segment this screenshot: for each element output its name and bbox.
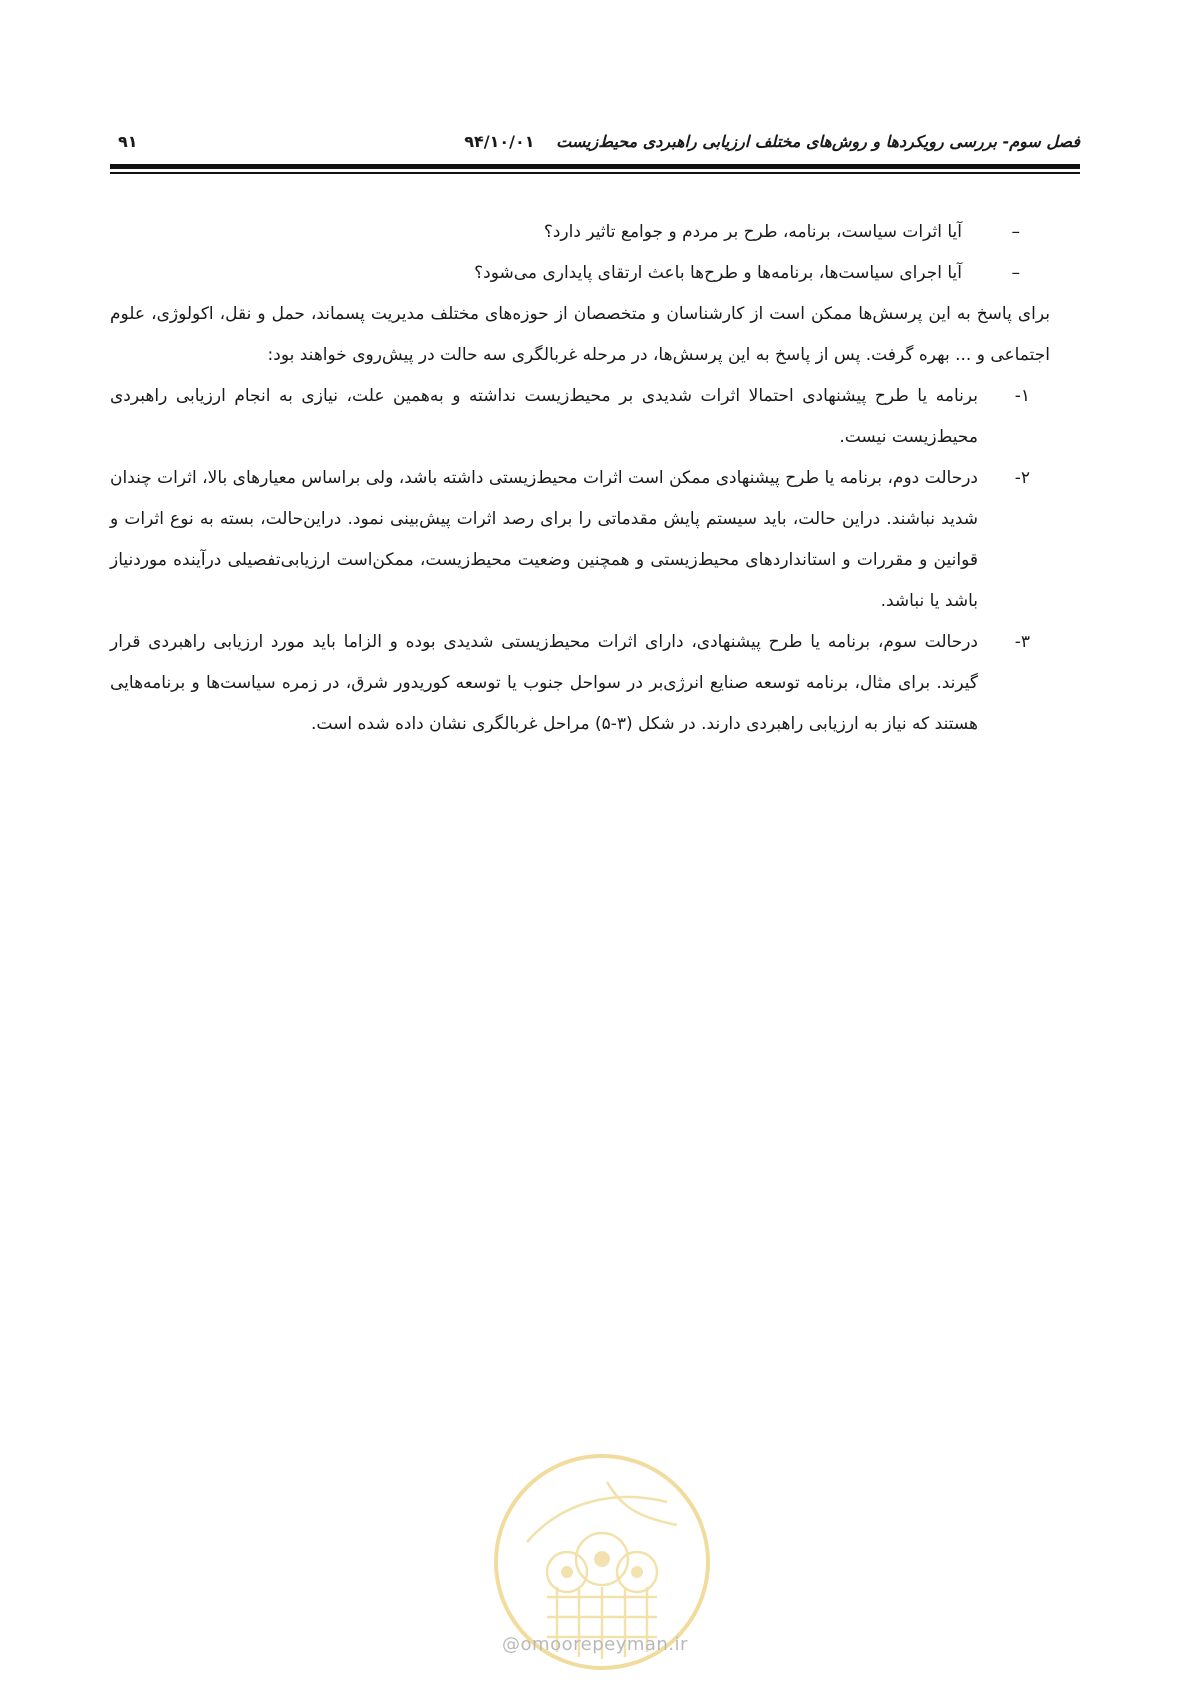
running-header bbox=[464, 132, 1080, 151]
numbered-item-text: برنامه یا طرح پیشنهادی احتمالا اثرات شدیدی بر محیط‌زیست نداشته و به‌همین علت، نیازی به انجام ارزیابی راهبردی محیط‌زیست نیست. bbox=[110, 386, 978, 447]
dash-list-item bbox=[110, 212, 1080, 253]
item-number: ۲- bbox=[1014, 468, 1030, 488]
dash-list-item bbox=[110, 253, 1080, 294]
page-header bbox=[110, 128, 1080, 156]
dash-item-text: آیا اجرای سیاست‌ها، برنامه‌ها و طرح‌ها باعث ارتقای پایداری می‌شود؟ bbox=[474, 263, 962, 283]
page-body bbox=[110, 212, 1080, 745]
dash-item-text: آیا اثرات سیاست، برنامه، طرح بر مردم و جوامع تاثیر دارد؟ bbox=[543, 222, 962, 242]
header-date: ۹۴/۱۰/۰۱ bbox=[464, 132, 535, 151]
numbered-item-text: درحالت سوم، برنامه یا طرح پیشنهادی، دارای اثرات محیط‌زیستی شدیدی بوده و الزاما باید مورد ارزیابی راهبردی قرار گیرند. برای مثال، برنامه توسعه صنایع انرژی‌بر در سواحل جنوب یا توسعه کوریدور شرق، در زمره سیاست‌ها و برنامه‌هایی هستند که نیاز به ارزیابی راهبردی دارند. در شکل (۳-۵) مراحل غربالگری نشان داده شده است. bbox=[110, 632, 978, 734]
watermark-caption: @omoorepeyman.ir bbox=[502, 1634, 688, 1655]
dash-bullet: – bbox=[1011, 263, 1020, 283]
header-rule-thick bbox=[110, 164, 1080, 169]
item-number: ۳- bbox=[1014, 632, 1030, 652]
numbered-list-item bbox=[110, 458, 1080, 622]
intro-paragraph: برای پاسخ به این پرسش‌ها ممکن است از کارشناسان و متخصصان از حوزه‌های مختلف مدیریت پسماند، حمل و نقل، اکولوژی، علوم اجتماعی و ... بهره گرفت. پس از پاسخ به این پرسش‌ها، در مرحله غربالگری سه حالت در پیش‌روی خواهند بود: bbox=[110, 304, 1050, 365]
numbered-list-item bbox=[110, 622, 1080, 745]
numbered-list-item bbox=[110, 376, 1080, 458]
header-rule-thin bbox=[110, 172, 1080, 174]
page-number: ۹۱ bbox=[118, 132, 138, 151]
dash-bullet: – bbox=[1011, 222, 1020, 242]
item-number: ۱- bbox=[1014, 386, 1030, 406]
chapter-title: فصل سوم- بررسی رویکردها و روش‌های مختلف ارزیابی راهبردی محیط‌زیست bbox=[556, 132, 1080, 151]
numbered-item-text: درحالت دوم، برنامه یا طرح پیشنهادی ممکن است اثرات محیط‌زیستی داشته باشد، ولی براساس معیارهای بالا، اثرات چندان شدید نباشند. دراین حالت، باید سیستم پایش مقدماتی را برای رصد اثرات پیش‌بینی نمود. دراین‌حالت، بسته به نوع اثرات و قوانین و مقررات و استانداردهای محیط‌زیستی و همچنین وضعیت محیط‌زیست، ممکن‌است ارزیابی‌تفصیلی درآینده موردنیاز باشد یا نباشد. bbox=[110, 468, 978, 611]
